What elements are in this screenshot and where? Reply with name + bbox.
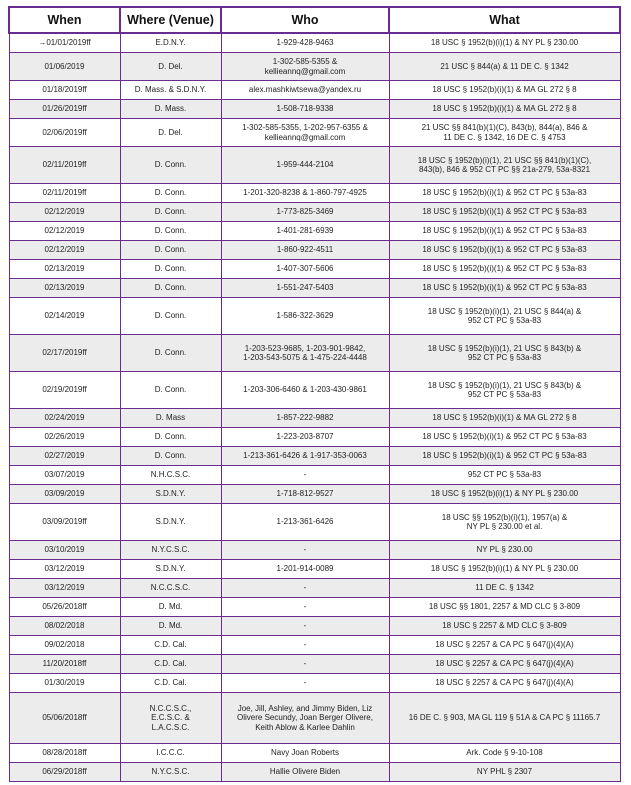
- cell-when: 02/24/2019: [9, 409, 120, 428]
- cell-what: 18 USC § 1952(b)(i)(1) & NY PL § 230.00: [389, 33, 620, 53]
- cell-what: 18 USC § 1952(b)(i)(1) & 952 CT PC § 53a-83: [389, 447, 620, 466]
- table-row: [9, 744, 620, 763]
- cell-what: 952 CT PC § 53a-83: [389, 466, 620, 485]
- cell-where: D. Conn.: [120, 203, 221, 222]
- cell-when: 02/12/2019: [9, 203, 120, 222]
- cell-what: 18 USC § 1952(b)(i)(1) & MA GL 272 § 8: [389, 81, 620, 100]
- cell-who: -: [221, 617, 389, 636]
- cell-where: D. Conn.: [120, 372, 221, 409]
- cell-who: -: [221, 579, 389, 598]
- cell-when: 01/30/2019: [9, 674, 120, 693]
- cell-who: 1-302-585-5355, 1-202-957-6355 & kellieannq@gmail.com: [221, 119, 389, 147]
- table-row: [9, 655, 620, 674]
- table-row: [9, 504, 620, 541]
- table-row: [9, 335, 620, 372]
- cell-what: 21 USC § 844(a) & 11 DE C. § 1342: [389, 53, 620, 81]
- table-row: [9, 119, 620, 147]
- cell-when: 02/13/2019: [9, 260, 120, 279]
- cell-where: D. Mass.: [120, 100, 221, 119]
- cell-who: 1-201-914-0089: [221, 560, 389, 579]
- events-table: [8, 6, 621, 782]
- cell-when: 03/10/2019: [9, 541, 120, 560]
- cell-who: 1-959-444-2104: [221, 147, 389, 184]
- table-row: [9, 617, 620, 636]
- cell-who: alex.mashkiwtsewa@yandex.ru: [221, 81, 389, 100]
- cell-where: N.Y.C.S.C.: [120, 763, 221, 782]
- cell-where: S.D.N.Y.: [120, 485, 221, 504]
- cell-when: 11/20/2018ff: [9, 655, 120, 674]
- cell-who: 1-203-523-9685, 1-203-901-9842, 1-203-543-5075 & 1-475-224-4448: [221, 335, 389, 372]
- cell-who: -: [221, 674, 389, 693]
- cell-what: 18 USC § 1952(b)(i)(1) & NY PL § 230.00: [389, 560, 620, 579]
- cell-where: S.D.N.Y.: [120, 504, 221, 541]
- cell-where: D. Conn.: [120, 298, 221, 335]
- cell-when: 09/02/2018: [9, 636, 120, 655]
- column-header-where: Where (Venue): [120, 7, 221, 33]
- table-row: [9, 279, 620, 298]
- cell-what: 18 USC § 1952(b)(i)(1), 21 USC § 843(b) & 952 CT PC § 53a-83: [389, 372, 620, 409]
- cell-when: 02/14/2019: [9, 298, 120, 335]
- table-row: [9, 560, 620, 579]
- cell-who: 1-302-585-5355 & kellieannq@gmail.com: [221, 53, 389, 81]
- cell-what: 18 USC § 1952(b)(i)(1) & 952 CT PC § 53a-83: [389, 260, 620, 279]
- cell-who: 1-201-320-8238 & 1-860-797-4925: [221, 184, 389, 203]
- cell-what: 18 USC §§ 1952(b)(i)(1), 1957(a) & NY PL § 230.00 et al.: [389, 504, 620, 541]
- cell-who: -: [221, 466, 389, 485]
- table-row: [9, 409, 620, 428]
- cell-when: 02/26/2019: [9, 428, 120, 447]
- cell-when: 02/11/2019ff: [9, 184, 120, 203]
- cell-what: 18 USC § 1952(b)(i)(1) & MA GL 272 § 8: [389, 409, 620, 428]
- cell-what: 18 USC § 1952(b)(i)(1) & 952 CT PC § 53a-83: [389, 203, 620, 222]
- cell-what: 21 USC §§ 841(b)(1)(C), 843(b), 844(a), 846 & 11 DE C. § 1342, 16 DE C. § 4753: [389, 119, 620, 147]
- cell-where: N.Y.C.S.C.: [120, 541, 221, 560]
- table-row: [9, 184, 620, 203]
- cell-where: I.C.C.C.: [120, 744, 221, 763]
- cell-what: Ark. Code § 9-10-108: [389, 744, 620, 763]
- cell-what: NY PL § 230.00: [389, 541, 620, 560]
- table-row: [9, 81, 620, 100]
- cell-who: -: [221, 636, 389, 655]
- cell-what: 18 USC § 1952(b)(i)(1) & MA GL 272 § 8: [389, 100, 620, 119]
- cell-when: 02/13/2019: [9, 279, 120, 298]
- table-row: [9, 100, 620, 119]
- cell-what: 18 USC § 1952(b)(i)(1) & 952 CT PC § 53a-83: [389, 279, 620, 298]
- cell-where: D. Conn.: [120, 222, 221, 241]
- cell-when: 02/17/2019ff: [9, 335, 120, 372]
- cell-when: 02/12/2019: [9, 241, 120, 260]
- cell-when: 03/09/2019ff: [9, 504, 120, 541]
- cell-what: 18 USC § 2257 & CA PC § 647(j)(4)(A): [389, 636, 620, 655]
- cell-what: 18 USC § 2257 & CA PC § 647(j)(4)(A): [389, 655, 620, 674]
- cell-where: D. Md.: [120, 598, 221, 617]
- cell-when: 08/28/2018ff: [9, 744, 120, 763]
- cell-where: S.D.N.Y.: [120, 560, 221, 579]
- cell-where: D. Del.: [120, 119, 221, 147]
- cell-where: D. Del.: [120, 53, 221, 81]
- cell-who: 1-773-825-3469: [221, 203, 389, 222]
- cell-what: 18 USC § 1952(b)(i)(1), 21 USC §§ 841(b)(1)(C), 843(b), 846 & 952 CT PC §§ 21a-279, 53a-8321: [389, 147, 620, 184]
- table-row: [9, 53, 620, 81]
- cell-what: 18 USC § 1952(b)(i)(1) & 952 CT PC § 53a-83: [389, 184, 620, 203]
- table-row: [9, 222, 620, 241]
- cell-what: 18 USC § 2257 & CA PC § 647(j)(4)(A): [389, 674, 620, 693]
- cell-what: 11 DE C. § 1342: [389, 579, 620, 598]
- cell-what: 18 USC § 1952(b)(i)(1) & 952 CT PC § 53a-83: [389, 222, 620, 241]
- table-row: [9, 428, 620, 447]
- table-row: [9, 298, 620, 335]
- cell-when: 03/09/2019: [9, 485, 120, 504]
- cell-where: D. Conn.: [120, 279, 221, 298]
- cell-who: 1-860-922-4511: [221, 241, 389, 260]
- cell-who: 1-407-307-5606: [221, 260, 389, 279]
- table-row: [9, 147, 620, 184]
- cell-where: D. Mass. & S.D.N.Y.: [120, 81, 221, 100]
- table-row: [9, 372, 620, 409]
- cell-where: C.D. Cal.: [120, 636, 221, 655]
- cell-who: Navy Joan Roberts: [221, 744, 389, 763]
- table-row: [9, 693, 620, 744]
- cell-who: Joe, Jill, Ashley, and Jimmy Biden, Liz Olivere Secundy, Joan Berger Olivere, Keith Ablow & Karlee Dahlin: [221, 693, 389, 744]
- table-row: [9, 260, 620, 279]
- cell-what: 18 USC § 1952(b)(i)(1) & 952 CT PC § 53a-83: [389, 428, 620, 447]
- cell-where: N.C.C.S.C., E.C.S.C. & L.A.C.S.C.: [120, 693, 221, 744]
- cell-who: 1-508-718-9338: [221, 100, 389, 119]
- column-header-who: Who: [221, 7, 389, 33]
- table-row: [9, 674, 620, 693]
- cell-where: D. Conn.: [120, 447, 221, 466]
- cell-when: 06/29/2018ff: [9, 763, 120, 782]
- cell-who: 1-203-306-6460 & 1-203-430-9861: [221, 372, 389, 409]
- cell-where: D. Conn.: [120, 147, 221, 184]
- table-row: [9, 636, 620, 655]
- cell-where: N.C.C.S.C.: [120, 579, 221, 598]
- cell-what: 18 USC § 2257 & MD CLC § 3-809: [389, 617, 620, 636]
- cell-where: D. Conn.: [120, 428, 221, 447]
- table-row: [9, 466, 620, 485]
- table-row: [9, 541, 620, 560]
- cell-who: -: [221, 541, 389, 560]
- cell-what: 18 USC § 1952(b)(i)(1), 21 USC § 844(a) & 952 CT PC § 53a-83: [389, 298, 620, 335]
- cell-who: -: [221, 598, 389, 617]
- cell-where: D. Mass: [120, 409, 221, 428]
- cell-when: 02/11/2019ff: [9, 147, 120, 184]
- cell-when: 03/12/2019: [9, 560, 120, 579]
- cell-who: Hallie Olivere Biden: [221, 763, 389, 782]
- cell-who: 1-401-281-6939: [221, 222, 389, 241]
- cell-who: 1-857-222-9882: [221, 409, 389, 428]
- cell-what: 16 DE C. § 903, MA GL 119 § 51A & CA PC § 11165.7: [389, 693, 620, 744]
- table-body: [9, 33, 620, 782]
- cell-where: D. Conn.: [120, 184, 221, 203]
- cell-where: C.D. Cal.: [120, 655, 221, 674]
- table-header: [9, 7, 620, 33]
- table-row: [9, 485, 620, 504]
- column-header-what: What: [389, 7, 620, 33]
- cell-where: N.H.C.S.C.: [120, 466, 221, 485]
- table-row: [9, 579, 620, 598]
- cell-who: 1-551-247-5403: [221, 279, 389, 298]
- column-header-when: When: [9, 7, 120, 33]
- cell-what: 18 USC § 1952(b)(i)(1) & 952 CT PC § 53a-83: [389, 241, 620, 260]
- table-row: [9, 203, 620, 222]
- table-row: [9, 598, 620, 617]
- cell-where: D. Md.: [120, 617, 221, 636]
- cell-what: 18 USC §§ 1801, 2257 & MD CLC § 3-809: [389, 598, 620, 617]
- table-row: [9, 241, 620, 260]
- cell-what: NY PHL § 2307: [389, 763, 620, 782]
- table-row: [9, 33, 620, 53]
- cell-where: D. Conn.: [120, 260, 221, 279]
- cell-who: 1-586-322-3629: [221, 298, 389, 335]
- document-page: [8, 6, 619, 782]
- cell-what: 18 USC § 1952(b)(i)(1) & NY PL § 230.00: [389, 485, 620, 504]
- cell-when: 02/12/2019: [9, 222, 120, 241]
- cell-when: 01/06/2019: [9, 53, 120, 81]
- cell-where: D. Conn.: [120, 335, 221, 372]
- cell-who: 1-213-361-6426 & 1-917-353-0063: [221, 447, 389, 466]
- table-row: [9, 447, 620, 466]
- cell-who: 1-213-361-6426: [221, 504, 389, 541]
- cell-when: 05/26/2018ff: [9, 598, 120, 617]
- cell-who: 1-929-428-9463: [221, 33, 389, 53]
- cell-when: 02/27/2019: [9, 447, 120, 466]
- cell-where: E.D.N.Y.: [120, 33, 221, 53]
- cell-where: C.D. Cal.: [120, 674, 221, 693]
- cell-when: 02/06/2019ff: [9, 119, 120, 147]
- cell-when: 05/06/2018ff: [9, 693, 120, 744]
- cell-who: 1-718-812-9527: [221, 485, 389, 504]
- cell-when: 03/12/2019: [9, 579, 120, 598]
- cell-what: 18 USC § 1952(b)(i)(1), 21 USC § 843(b) & 952 CT PC § 53a-83: [389, 335, 620, 372]
- cell-when: 01/26/2019ff: [9, 100, 120, 119]
- cell-who: 1-223-203-8707: [221, 428, 389, 447]
- cell-when: 01/18/2019ff: [9, 81, 120, 100]
- cell-when: →01/01/2019ff: [9, 33, 120, 53]
- cell-where: D. Conn.: [120, 241, 221, 260]
- cell-when: 08/02/2018: [9, 617, 120, 636]
- cell-who: -: [221, 655, 389, 674]
- table-row: [9, 763, 620, 782]
- cell-when: 03/07/2019: [9, 466, 120, 485]
- cell-when: 02/19/2019ff: [9, 372, 120, 409]
